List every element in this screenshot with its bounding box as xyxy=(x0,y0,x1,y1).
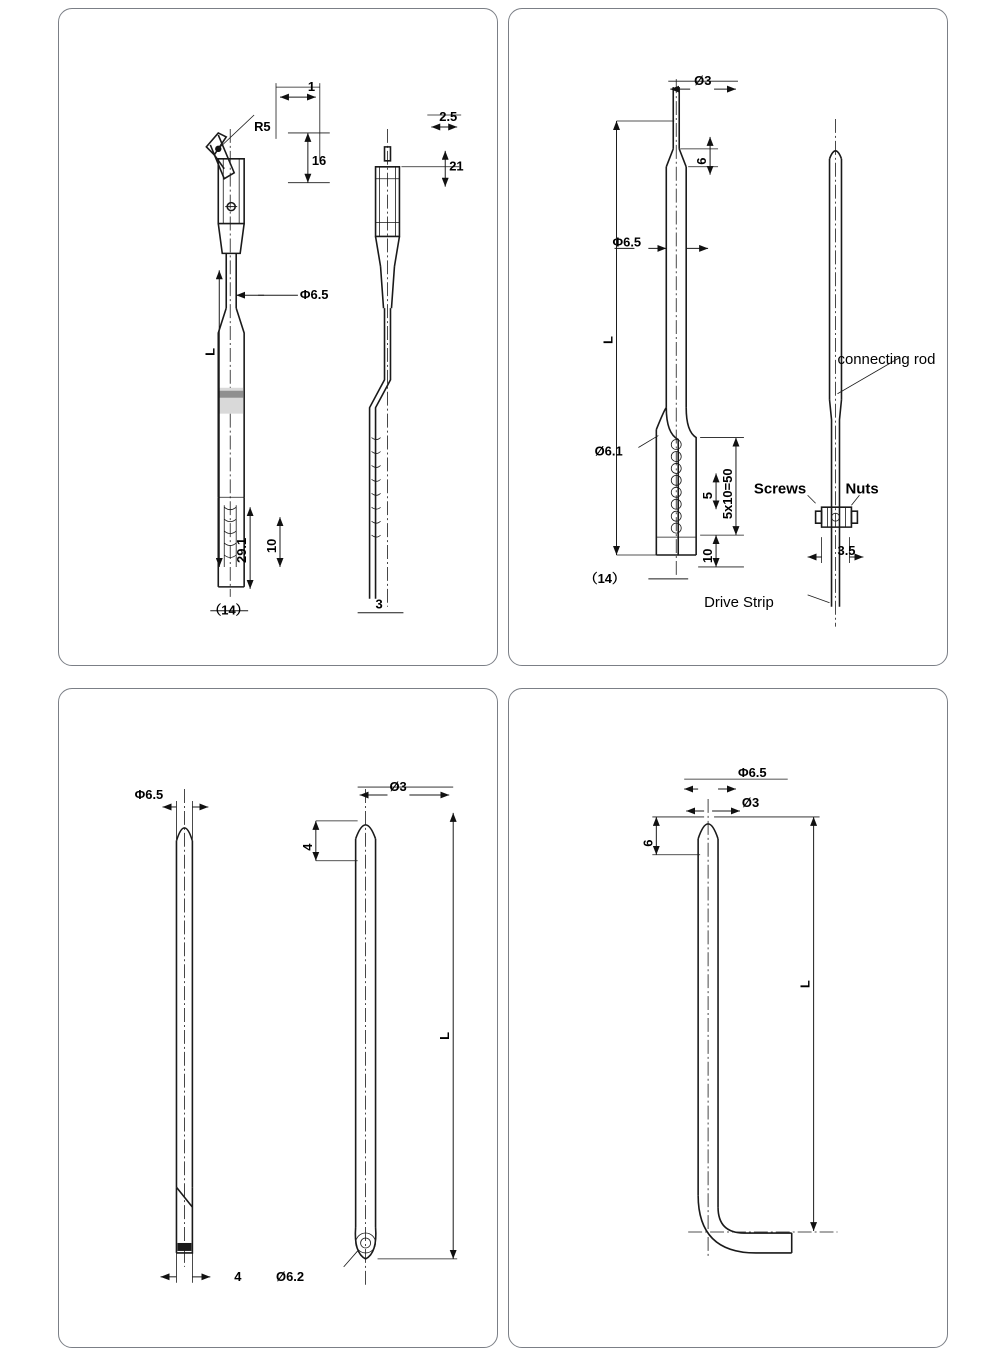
dim-6-br: 6 xyxy=(640,839,656,847)
dim-14-tr: （14） xyxy=(584,570,625,586)
label-nuts: Nuts xyxy=(845,480,879,498)
dim-6: 6 xyxy=(694,157,710,165)
dim-4-bottom: 4 xyxy=(234,1268,242,1284)
dim-14: （14） xyxy=(208,602,249,618)
panel-bottom-left xyxy=(58,688,498,1348)
panel-top-left xyxy=(58,8,498,666)
dim-4-top: 4 xyxy=(299,843,315,851)
dim-5: 5 xyxy=(700,492,716,500)
dim-phi65: Φ6.5 xyxy=(299,287,329,303)
panel-top-right xyxy=(508,8,948,666)
label-connecting-rod: connecting rod xyxy=(837,350,936,368)
dim-16: 16 xyxy=(311,152,327,168)
dim-L-tr: L xyxy=(600,336,616,344)
dim-L-br: L xyxy=(797,980,813,989)
dim-L: L xyxy=(202,348,218,356)
dim-2-5: 2.5 xyxy=(439,108,458,124)
dim-10: 10 xyxy=(264,538,280,554)
dim-phi65-br: Φ6.5 xyxy=(737,765,767,781)
dim-1: 1 xyxy=(307,79,316,95)
dim-dia3-br: Ø3 xyxy=(741,794,760,810)
label-drive-strip: Drive Strip xyxy=(704,593,774,611)
dim-10-tr: 10 xyxy=(700,548,716,563)
dim-dia3: Ø3 xyxy=(694,73,712,89)
label-screws: Screws xyxy=(753,480,807,498)
dim-L-bl: L xyxy=(437,1031,453,1040)
dim-dia3-bl: Ø3 xyxy=(389,779,407,795)
dim-3-5: 3.5 xyxy=(837,543,856,559)
dim-29-1: 29.1 xyxy=(234,537,250,563)
dim-phi65-bl: Φ6.5 xyxy=(134,787,164,802)
dim-21: 21 xyxy=(449,158,464,174)
dim-3: 3 xyxy=(375,596,383,612)
dim-r5: R5 xyxy=(254,118,271,134)
dim-dia62: Ø6.2 xyxy=(276,1268,305,1284)
dim-phi65-tr: Φ6.5 xyxy=(612,234,642,250)
panel-bottom-right xyxy=(508,688,948,1348)
dim-dia61: Ø6.1 xyxy=(594,443,623,459)
dim-5x10: 5x10=50 xyxy=(719,468,735,520)
